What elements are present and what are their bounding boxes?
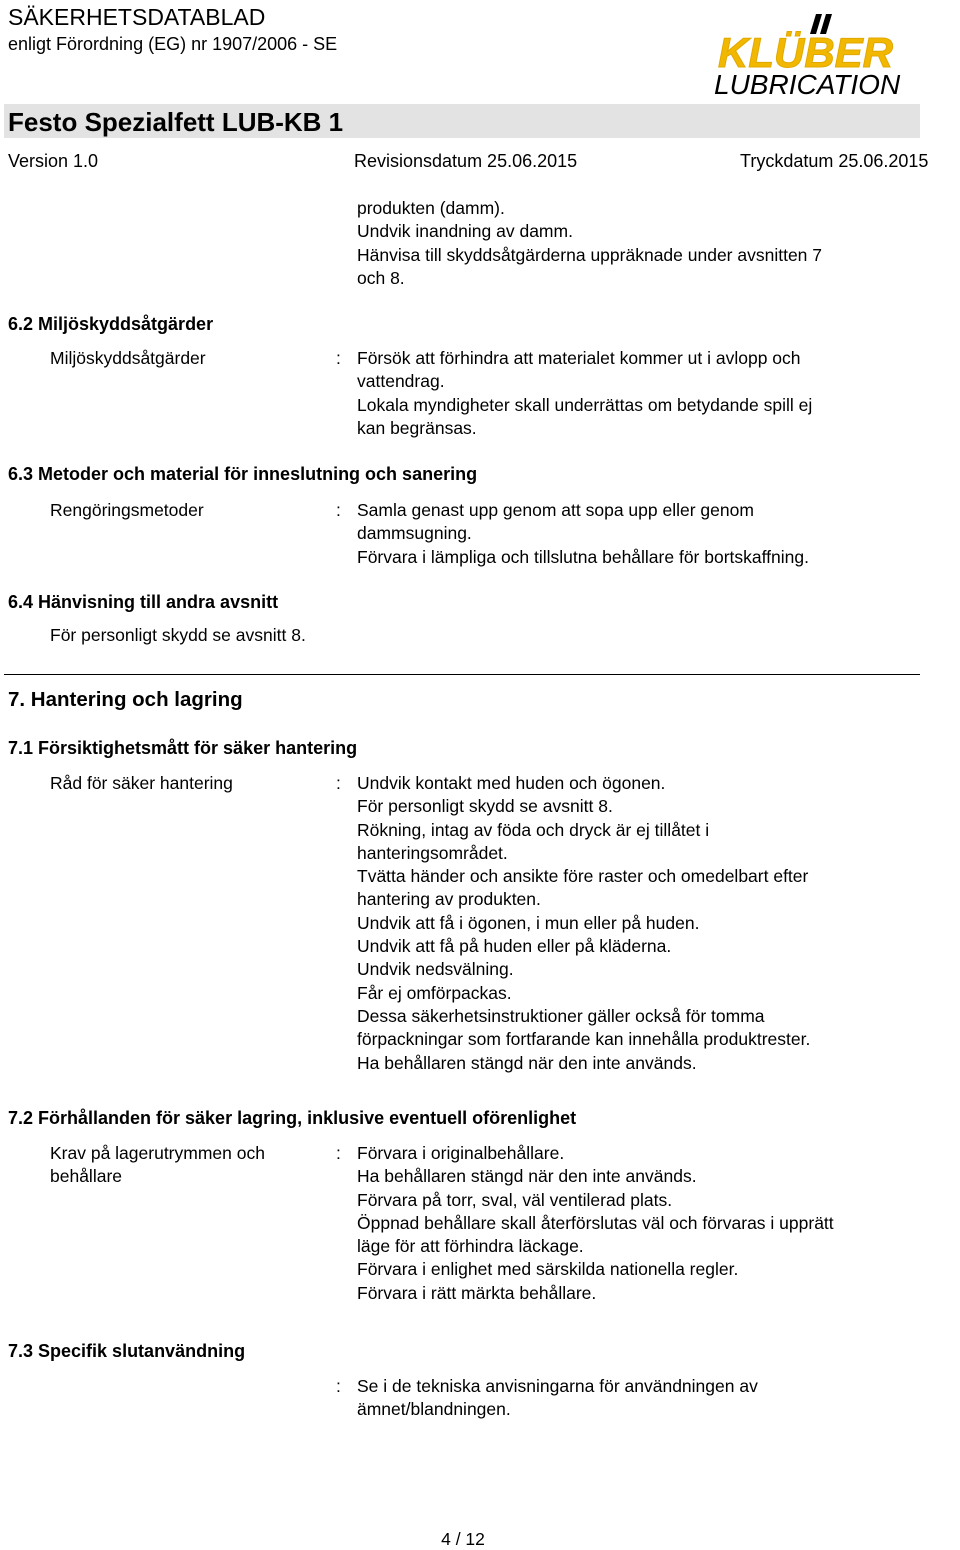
text-line: Ha behållaren stängd när den inte används.: [357, 1052, 697, 1073]
text-line: Undvik kontakt med huden och ögonen.: [357, 773, 666, 793]
text-line: Rökning, intag av föda och dryck är ej tillåtet i: [357, 819, 710, 840]
text-line: förpackningar som fortfarande kan innehålla produktrester.: [357, 1029, 811, 1050]
text-line: Samla genast upp genom att sopa upp eller genom: [357, 500, 754, 520]
section-6-2-label: Miljöskyddsåtgärder: [50, 348, 206, 368]
text-line: Lokala myndigheter skall underrättas om betydande spill ej: [357, 394, 813, 415]
colon: :: [336, 500, 341, 520]
document-title: SÄKERHETSDATABLAD: [8, 4, 266, 30]
section-7-1-heading: 7.1 Försiktighetsmått för säker hantering: [8, 738, 358, 758]
text-line: Förvara i lämpliga och tillslutna behållare för bortskaffning.: [357, 546, 809, 567]
text-line: Förvara i originalbehållare.: [357, 1143, 565, 1163]
section-6-3-text: [357, 499, 809, 569]
section-divider: [4, 674, 920, 675]
text-line: Undvik inandning av damm.: [357, 221, 573, 242]
page-number: 4 / 12: [441, 1529, 485, 1549]
text-line: Ha behållaren stängd när den inte används.: [357, 1166, 697, 1187]
section-6-2-heading: 6.2 Miljöskyddsåtgärder: [8, 314, 214, 334]
text-line: Dessa säkerhetsinstruktioner gäller också för tomma: [357, 1005, 765, 1026]
text-line: Förvara i rätt märkta behållare.: [357, 1282, 597, 1303]
revision-date: Revisionsdatum 25.06.2015: [354, 151, 578, 171]
colon: :: [336, 348, 341, 368]
regulation-subtitle: enligt Förordning (EG) nr 1907/2006 - SE: [8, 34, 338, 54]
section-7-2-text: [357, 1142, 834, 1305]
colon: :: [336, 773, 341, 793]
text-line: Hänvisa till skyddsåtgärderna uppräknade under avsnitten 7: [357, 244, 823, 265]
text-line: För personligt skydd se avsnitt 8.: [357, 796, 613, 817]
colon: :: [336, 1143, 341, 1163]
section-6-4-text: För personligt skydd se avsnitt 8.: [50, 625, 306, 645]
text-line: hanteringsområdet.: [357, 842, 508, 863]
text-line: Försök att förhindra att materialet kommer ut i avlopp och: [357, 348, 801, 368]
text-line: Undvik nedsvälning.: [357, 959, 514, 980]
section-7-2-heading: 7.2 Förhållanden för säker lagring, inklusive eventuell oförenlighet: [8, 1108, 577, 1128]
section-7-3-heading: 7.3 Specifik slutanvändning: [8, 1341, 246, 1361]
text-line: ämnet/blandningen.: [357, 1399, 511, 1420]
section-7-2-label: [50, 1142, 265, 1189]
text-line: hantering av produkten.: [357, 889, 541, 910]
text-line: läge för att förhindra läckage.: [357, 1236, 584, 1257]
logo-bottom-text: LUBRICATION: [714, 69, 901, 98]
section-7-1-label: Råd för säker hantering: [50, 773, 233, 793]
label-line: Krav på lagerutrymmen och: [50, 1143, 265, 1163]
text-line: Se i de tekniska anvisningarna för användningen av: [357, 1376, 758, 1396]
text-line: Tvätta händer och ansikte före raster och omedelbart efter: [357, 866, 809, 887]
section-7-heading: 7. Hantering och lagring: [8, 688, 243, 711]
text-line: Får ej omförpackas.: [357, 982, 512, 1003]
continued-text: [357, 197, 822, 290]
text-line: och 8.: [357, 267, 405, 288]
logo-top-text: KLÜBER: [718, 29, 893, 76]
text-line: Undvik att få på huden eller på kläderna.: [357, 936, 672, 957]
section-6-2-text: [357, 347, 812, 440]
text-line: Öppnad behållare skall återförslutas väl och förvaras i upprätt: [357, 1212, 834, 1233]
product-name: Festo Spezialfett LUB-KB 1: [8, 107, 344, 137]
version: Version 1.0: [8, 151, 99, 171]
kluber-logo: [712, 10, 944, 98]
section-7-1-text: [357, 772, 810, 1075]
text-line: vattendrag.: [357, 371, 445, 392]
section-6-3-heading: 6.3 Metoder och material för inneslutning och sanering: [8, 464, 478, 484]
text-line: dammsugning.: [357, 523, 472, 544]
text-line: Undvik att få i ögonen, i mun eller på huden.: [357, 912, 700, 933]
text-line: Förvara i enlighet med särskilda nationella regler.: [357, 1259, 739, 1280]
text-line: Förvara på torr, sval, väl ventilerad plats.: [357, 1189, 673, 1210]
section-6-3-label: Rengöringsmetoder: [50, 500, 204, 520]
section-7-3-text: [357, 1375, 758, 1422]
section-6-4-heading: 6.4 Hänvisning till andra avsnitt: [8, 592, 279, 612]
text-line: produkten (damm).: [357, 198, 505, 218]
colon: :: [336, 1376, 341, 1396]
print-date: Tryckdatum 25.06.2015: [740, 151, 929, 171]
text-line: kan begränsas.: [357, 417, 477, 438]
label-line: behållare: [50, 1166, 122, 1187]
